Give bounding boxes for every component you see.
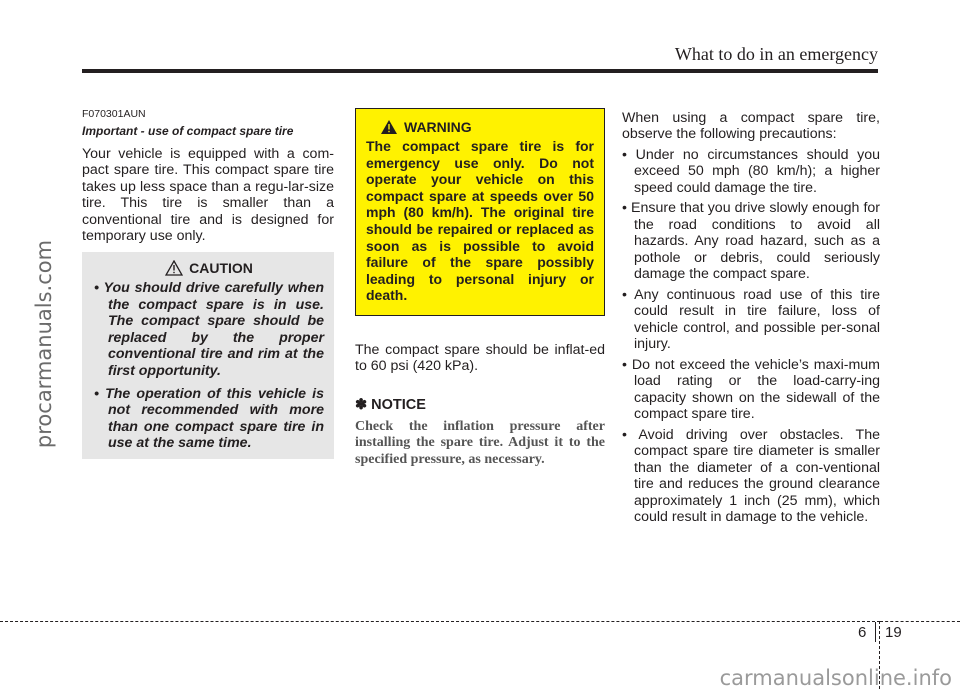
precaution-item: • Avoid driving over obstacles. The compact spare tire diameter is smaller than the diameter of a con-ventional tire and reduces the ground clearance approximately 1 inch (25 mm), which could result in damage to the vehicle. — [622, 426, 880, 526]
notice-heading — [355, 397, 605, 413]
warning-label: WARNING — [404, 119, 472, 135]
caution-item: • You should drive carefully when the compact spare is in use. The compact spare should be replaced by the proper conventional tire and rim at the first opportunity. — [94, 280, 324, 379]
warning-triangle-icon — [165, 260, 183, 276]
page-number: 19 — [885, 624, 902, 641]
left-column — [82, 108, 334, 244]
precaution-item: • Do not exceed the vehicle’s maxi-mum load rating or the load-carry-ing capacity shown on the sidewall of the compact spare tire. — [622, 356, 880, 423]
precaution-item: • Under no circumstances should you exceed 50 mph (80 km/h); a higher speed could damage the tire. — [622, 146, 880, 196]
inflation-paragraph: The compact spare should be inflat-ed to 60 psi (420 kPa). — [355, 342, 605, 375]
precautions-intro: When using a compact spare tire, observe the following precautions: — [622, 110, 880, 143]
caution-item: • The operation of this vehicle is not recommended with more than one compact spare tire in use at the same time. — [94, 385, 324, 452]
reference-code: F070301AUN — [82, 108, 146, 120]
precaution-item: • Any continuous road use of this tire could result in tire failure, loss of vehicle control, and possible per-sonal injury. — [622, 286, 880, 353]
section-number: 6 — [858, 624, 867, 641]
notice-symbol-icon: ✽ — [355, 396, 368, 413]
middle-column — [355, 108, 605, 468]
warning-text: The compact spare tire is for emergency use only. Do not operate your vehicle on this compact spare at speeds over 50 mph (80 km/h). The original tire should be repaired or replaced as soon as is possible to avoid failure of the spare possibly leading to personal injury or death. — [366, 138, 594, 304]
caution-box — [82, 252, 334, 459]
header-rule — [82, 69, 878, 73]
precaution-item: • Ensure that you drive slowly enough for the road conditions to avoid all hazards. Any road hazard, such as a pothole or debris, could seriously damage the compact spare. — [622, 200, 880, 283]
notice-label: NOTICE — [371, 396, 426, 413]
caution-label: CAUTION — [189, 260, 253, 276]
section-title: What to do in an emergency — [674, 44, 878, 64]
warning-box — [355, 108, 605, 316]
footer-rule — [0, 621, 880, 622]
subheading: Important - use of compact spare tire — [82, 124, 294, 138]
page-number-divider — [875, 622, 876, 642]
right-column — [622, 110, 880, 526]
intro-paragraph: Your vehicle is equipped with a com-pact spare tire. This compact spare tire takes up less space than a regu-lar-size tire. This tire is smaller than a conventional tire and is designed for temporary use only. — [82, 146, 334, 245]
notice-text: Check the inflation pressure after installing the spare tire. Adjust it to the specified pressure, as necessary. — [355, 418, 605, 467]
caution-header — [94, 260, 324, 276]
warning-header — [380, 119, 594, 135]
footer-rule — [880, 621, 960, 622]
side-watermark: procarmanuals.com — [32, 239, 56, 449]
warning-triangle-icon — [380, 119, 398, 135]
bottom-watermark: carmanualsonline.info — [719, 666, 952, 689]
